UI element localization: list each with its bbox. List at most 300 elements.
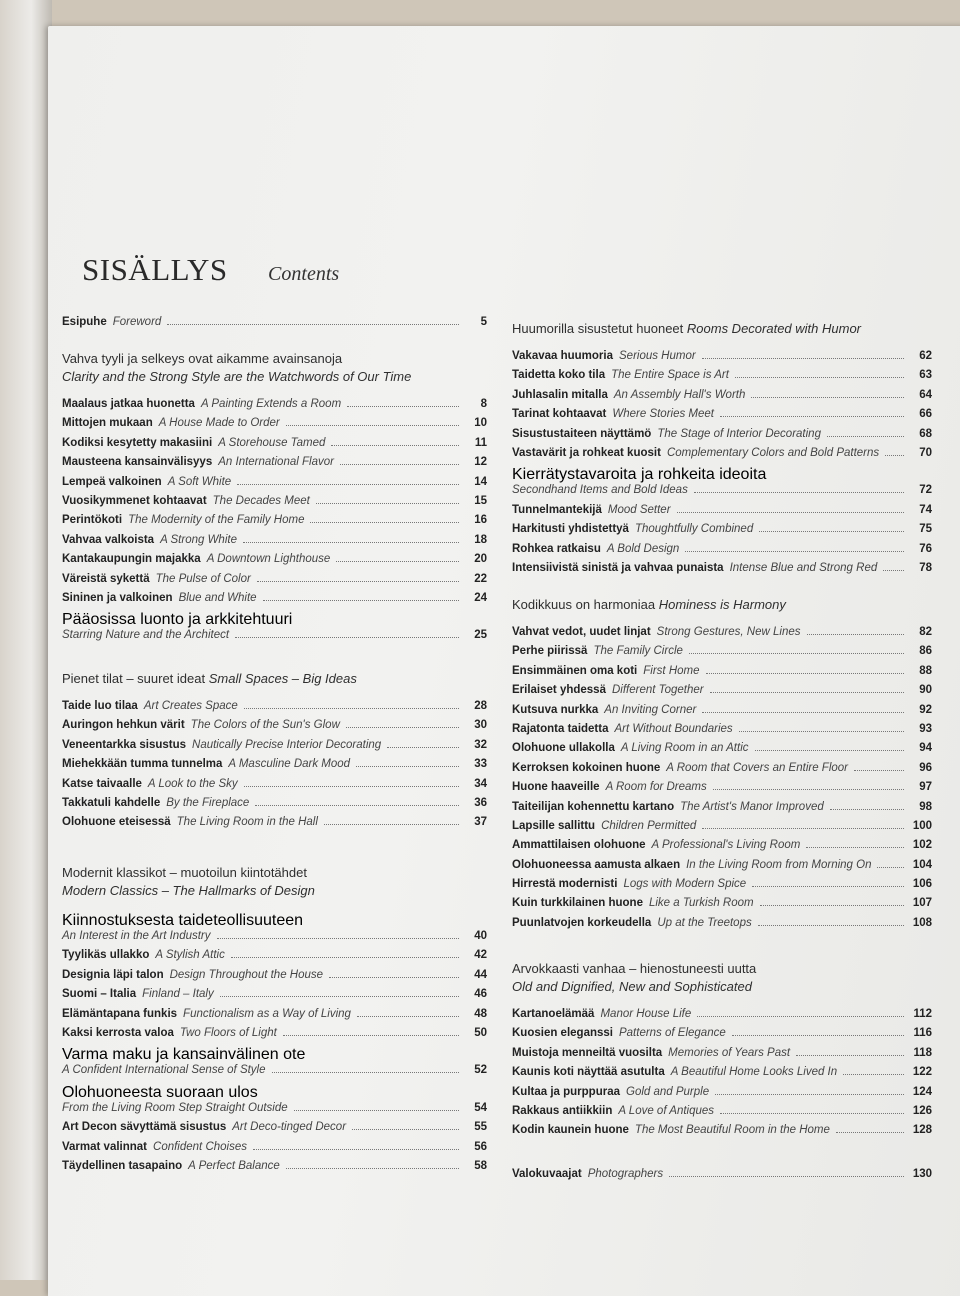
entry-finnish-title: Rakkaus antiikkiin [512,1104,613,1117]
entry-finnish-title: Rajatonta taidetta [512,722,609,735]
entry-english-title: Art Creates Space [143,700,238,712]
page-number: 37 [474,816,487,829]
entry-finnish-title: Perintökoti [62,514,123,527]
entry-line [512,408,932,427]
dot-leader [220,996,459,997]
toc-entry[interactable] [62,1008,487,1027]
page-number: 104 [912,858,932,871]
section-heading [512,960,932,996]
entry-line [62,629,487,648]
entry-english-title: Confident Choises [153,1140,247,1153]
page-number: 108 [912,916,932,929]
entry-english-title: First Home [643,664,700,677]
entry-line [62,534,487,553]
entry-line [512,428,932,447]
entry-finnish-title: Maalaus jatkaa huonetta [62,398,195,410]
dot-leader [883,570,904,571]
toc-entry[interactable] [512,523,932,542]
toc-entry[interactable] [62,1160,487,1179]
entry-finnish-title: Kultaa ja purppuraa [512,1085,620,1098]
toc-entry[interactable] [62,476,487,495]
dot-leader [255,805,459,806]
page-number: 62 [919,350,932,362]
toc-entry[interactable] [62,816,487,835]
page-number: 78 [919,561,932,574]
entry-line [512,645,932,664]
page-number: 124 [912,1085,932,1098]
page-number: 126 [912,1104,932,1117]
toc-entry[interactable] [62,739,487,758]
entry-finnish-title: Mausteena kansainvälisyys [62,456,213,469]
dot-leader [316,503,459,504]
page-number: 5 [480,316,487,328]
toc-entry[interactable] [512,504,932,523]
entry-line [62,1102,487,1121]
page-number: 96 [919,761,932,774]
page-number: 74 [919,503,932,516]
entry-finnish-title: Perhe piirissä [512,645,588,658]
toc-entry[interactable] [512,1066,932,1085]
entry-english-title: A House Made to Order [158,417,280,430]
dot-leader [735,377,904,378]
toc-entry[interactable] [512,447,932,466]
page-number: 30 [474,719,487,732]
page-number: 64 [919,388,932,401]
entry-finnish-title: Vahvat vedot, uudet linjat [512,626,651,638]
page-number: 52 [474,1064,487,1077]
dot-leader [752,886,904,887]
entry-line [62,758,487,777]
section-heading [62,350,487,386]
entry-line [512,801,932,820]
entry-line [62,988,487,1007]
entry-list [512,1168,932,1187]
toc-entry[interactable] [512,369,932,388]
dot-leader [732,1035,904,1036]
dot-leader [357,1016,459,1017]
page-number: 55 [474,1121,487,1134]
dot-leader [877,867,904,868]
entry-line [512,742,932,761]
toc-entry[interactable] [512,1124,932,1143]
dot-leader [257,581,459,582]
page-number: 28 [474,700,487,712]
toc-section [512,596,932,936]
entry-line [62,1141,487,1160]
entry-english-title: The Decades Meet [212,494,310,507]
section-heading-english: Hominess is Harmony [658,597,786,612]
dot-leader [806,847,904,848]
toc-entry[interactable] [512,543,932,562]
page-number: 92 [919,703,932,716]
dot-leader [702,358,904,359]
entry-finnish-title: Tarinat kohtaavat [512,408,607,421]
toc-entry[interactable] [512,389,932,408]
entry-line [62,949,487,968]
entry-line [512,820,932,839]
toc-entry[interactable] [512,350,932,369]
entry-line [512,897,932,916]
entry-english-title: Where Stories Meet [612,408,714,421]
entry-list [512,350,932,581]
toc-entry[interactable] [512,562,932,581]
entry-finnish-title: Kerroksen kokoinen huone [512,761,661,774]
entry-line [62,417,487,436]
toc-entry[interactable] [62,1046,487,1083]
entry-finnish-title: Kodiksi kesytetty makasiini [62,436,213,449]
page-number: 34 [474,777,487,790]
dot-leader [702,712,904,713]
section-heading-finnish: Huumorilla sisustetut huoneet [512,321,684,336]
toc-entry[interactable] [62,778,487,797]
page-number: 33 [474,758,487,771]
entry-english-title: Art Without Boundaries [614,722,733,735]
entry-english-title: A Living Room in an Attic [620,742,749,755]
page-number: 10 [474,417,487,430]
dot-leader [231,957,459,958]
entry-line [512,781,932,800]
entry-finnish-title: Kartanoelämää [512,1008,595,1020]
entry-english-title: A Look to the Sky [147,777,238,790]
entry-finnish-title: Pääosissa luonto ja arkkitehtuuri [62,611,293,629]
entry-finnish-title: Designia läpi talon [62,968,164,981]
page-number: 11 [474,436,487,449]
dot-leader [329,977,459,978]
page-number: 98 [919,800,932,813]
entry-finnish-title: Juhlasalin mitalla [512,388,608,401]
dot-leader [336,561,459,562]
dot-leader [677,512,904,513]
page-number: 118 [913,1046,932,1059]
toc-entry[interactable] [512,878,932,897]
entry-finnish-title: Kutsuva nurkka [512,703,599,716]
entry-line [512,917,932,936]
entry-finnish-title: Takkatuli kahdelle [62,796,161,809]
dot-leader [827,436,904,437]
page-number: 44 [474,968,487,981]
entry-line [512,1047,932,1066]
entry-line [512,1105,932,1124]
entry-finnish-title: Olohuoneessa aamusta alkaen [512,858,681,871]
entry-line [512,878,932,897]
toc-entry[interactable] [512,1105,932,1124]
toc-entry[interactable] [62,437,487,456]
toc-entry[interactable] [512,1027,932,1046]
entry-english-title: A Strong White [160,533,237,546]
entry-finnish-title: Rohkea ratkaisu [512,542,601,555]
entry-line [512,839,932,858]
entry-english-title: A Perfect Balance [188,1159,280,1172]
toc-entry[interactable] [512,466,932,503]
page-number: 63 [919,369,932,382]
toc-entry[interactable] [512,704,932,723]
entry-finnish-title: Sisustustaiteen näyttämö [512,427,652,440]
section-heading [62,864,487,900]
dot-leader [836,1132,904,1133]
toc-entry[interactable] [62,514,487,533]
entry-english-title: The Artist's Manor Improved [680,800,824,813]
entry-list [512,626,932,936]
dot-leader [706,673,905,674]
entry-finnish-title: Taiteilijan kohennettu kartano [512,800,675,813]
toc-entry[interactable] [512,859,932,878]
page-title [82,252,339,288]
page-number: 46 [474,988,487,1001]
toc-entry[interactable] [512,742,932,761]
page-number: 48 [474,1007,487,1020]
entry-line [512,684,932,703]
toc-entry[interactable] [62,700,487,719]
page-number: 102 [912,839,932,852]
entry-finnish-title: Tyylikäs ullakko [62,949,150,962]
page-number: 12 [474,456,487,469]
page-number: 107 [912,897,932,910]
entry-english-title: Nautically Precise Interior Decorating [192,738,382,751]
entry-finnish-title: Harkitusti yhdistettyä [512,523,629,536]
page-number: 122 [912,1066,932,1079]
entry-english-title: A Soft White [167,475,232,488]
entry-finnish-title: Kodin kaunein huone [512,1124,629,1137]
page-number: 42 [474,949,487,962]
toc-entry[interactable] [62,417,487,436]
page-number: 40 [474,930,487,942]
toc-entry[interactable] [62,797,487,816]
entry-english-title: Foreword [112,316,162,328]
dot-leader [759,531,904,532]
toc-entry[interactable] [512,684,932,703]
dot-leader [720,416,904,417]
entry-line [62,592,487,611]
entry-english-title: A Painting Extends a Room [200,398,342,410]
entry-english-title: A Stylish Attic [155,949,225,962]
dot-leader [807,634,905,635]
dot-leader [217,938,459,939]
toc-section [512,1168,932,1187]
dot-leader [694,492,904,493]
toc-entry[interactable] [512,781,932,800]
dot-leader [286,1168,459,1169]
entry-line [512,543,932,562]
toc-entry[interactable] [62,949,487,968]
entry-english-title: The Entire Space is Art [611,369,729,382]
entry-line [512,762,932,781]
dot-leader [697,1016,904,1017]
toc-entry[interactable] [62,573,487,592]
entry-english-title: Manor House Life [600,1008,692,1020]
entry-english-title: Serious Humor [619,350,696,362]
page-number: 32 [474,738,487,751]
toc-entry[interactable] [512,408,932,427]
entry-english-title: Finland – Italy [142,988,214,1001]
toc-entry[interactable] [512,1008,932,1027]
dot-leader [263,600,459,601]
entry-finnish-title: Olohuone eteisessä [62,816,171,829]
toc-entry[interactable] [62,495,487,514]
entry-line [512,1027,932,1046]
page-number: 82 [919,626,932,638]
page-number: 94 [919,742,932,755]
entry-finnish-title: Auringon hehkun värit [62,719,185,732]
entry-line [512,626,932,645]
page-number: 24 [474,591,487,604]
entry-list [62,398,487,649]
dot-leader [283,1035,459,1036]
entry-english-title: Memories of Years Past [668,1046,791,1059]
entry-english-title: Blue and White [178,591,257,604]
dot-leader [235,637,459,638]
page-number: 72 [919,484,932,497]
entry-line [62,553,487,572]
toc-entry[interactable] [512,428,932,447]
entry-line [62,778,487,797]
toc-entry[interactable] [512,1047,932,1066]
dot-leader [715,1094,904,1095]
entry-finnish-title: Suomi – Italia [62,988,137,1001]
entry-english-title: An Inviting Corner [604,703,697,716]
entry-finnish-title: Hirrestä modernisti [512,878,618,891]
dot-leader [710,692,904,693]
entry-line [62,316,487,335]
toc-entry[interactable] [62,1141,487,1160]
page-number: 76 [919,542,932,555]
page-number: 18 [474,533,487,546]
entry-finnish-title: Elämäntapana funkis [62,1007,178,1020]
toc-entry[interactable] [62,553,487,572]
toc-entry[interactable] [62,611,487,648]
toc-entry[interactable] [512,665,932,684]
entry-line [512,562,932,581]
toc-entry[interactable] [62,758,487,777]
toc-entry[interactable] [512,839,932,858]
toc-entry[interactable] [512,897,932,916]
entry-finnish-title: Huone haaveille [512,781,600,794]
entry-line [62,514,487,533]
entry-line [512,859,932,878]
toc-entry[interactable] [62,1121,487,1140]
entry-line [512,1066,932,1085]
toc-entry[interactable] [512,723,932,742]
entry-english-title: A Masculine Dark Mood [228,758,351,771]
entry-finnish-title: Olohuone ullakolla [512,742,615,755]
page-number: 90 [919,684,932,697]
entry-english-title: Thoughtfully Combined [634,523,754,536]
entry-finnish-title: Vastavärit ja rohkeat kuosit [512,446,661,459]
toc-entry[interactable] [62,988,487,1007]
entry-list [512,1008,932,1144]
toc-entry[interactable] [62,719,487,738]
entry-line [512,484,932,503]
entry-finnish-title: Art Decon sävyttämä sisustus [62,1121,227,1134]
entry-english-title: An Interest in the Art Industry [62,930,211,942]
dot-leader [885,455,904,456]
entry-line [62,719,487,738]
entry-english-title: A Room for Dreams [605,781,707,794]
dot-leader [253,1149,459,1150]
toc-entry[interactable] [62,592,487,611]
entry-english-title: Different Together [611,684,704,697]
dot-leader [685,551,904,552]
entry-line [512,665,932,684]
entry-finnish-title: Olohuoneesta suoraan ulos [62,1083,258,1101]
entry-line [512,447,932,466]
toc-entry[interactable] [512,1168,932,1187]
toc-entry[interactable] [62,456,487,475]
entry-list [62,316,487,335]
entry-finnish-title: Valokuvaajat [512,1168,582,1180]
toc-entry[interactable] [62,912,487,949]
page-number: 88 [919,664,932,677]
entry-english-title: Up at the Treetops [657,916,752,929]
toc-entry[interactable] [62,969,487,988]
toc-entry[interactable] [512,1086,932,1105]
dot-leader [331,445,459,446]
entry-english-title: A Room that Covers an Entire Floor [666,761,848,774]
dot-leader [294,1110,459,1111]
toc-entry[interactable] [62,1027,487,1046]
entry-finnish-title: Esipuhe [62,316,107,328]
title-english: Contents [268,263,340,285]
section-heading-finnish: Vahva tyyli ja selkeys ovat aikamme avainsanoja [62,351,343,366]
entry-english-title: Logs with Modern Spice [623,878,747,891]
entry-line [62,739,487,758]
dot-leader [167,324,459,325]
dot-leader [751,397,904,398]
entry-english-title: Two Floors of Light [179,1026,277,1039]
entry-finnish-title: Puunlatvojen korkeudella [512,916,652,929]
toc-entry[interactable] [512,762,932,781]
page-number: 36 [474,796,487,809]
page-number: 86 [919,645,932,658]
entry-english-title: Functionalism as a Way of Living [183,1007,351,1020]
toc-entry[interactable] [62,398,487,417]
page-number: 58 [474,1159,487,1172]
toc-entry[interactable] [512,645,932,664]
section-heading-finnish: Pienet tilat – suuret ideat [62,671,206,686]
toc-entry[interactable] [512,917,932,936]
entry-finnish-title: Miehekkään tumma tunnelma [62,758,223,771]
toc-entry[interactable] [62,534,487,553]
entry-line [512,523,932,542]
entry-line [62,437,487,456]
entry-english-title: A Beautiful Home Looks Lived In [670,1066,838,1079]
entry-english-title: Intense Blue and Strong Red [729,561,878,574]
entry-english-title: The Pulse of Color [155,572,251,585]
entry-line [512,1168,932,1187]
entry-finnish-title: Veneentarkka sisustus [62,738,187,751]
entry-english-title: Mood Setter [607,503,671,516]
toc-entry[interactable] [512,820,932,839]
dot-leader [854,770,904,771]
page-number: 66 [919,408,932,421]
entry-english-title: An International Flavor [218,456,334,469]
toc-section [512,320,932,581]
dot-leader [352,1129,459,1130]
entry-english-title: In the Living Room from Morning On [686,858,872,871]
entry-english-title: A Love of Antiques [618,1104,715,1117]
toc-entry[interactable] [512,626,932,645]
toc-entry[interactable] [62,1084,487,1121]
page-number: 25 [474,629,487,642]
entry-line [62,797,487,816]
entry-english-title: A Bold Design [606,542,680,555]
entry-finnish-title: Vahvaa valkoista [62,533,155,546]
toc-entry[interactable] [62,316,487,335]
toc-entry[interactable] [512,801,932,820]
dot-leader [310,522,459,523]
entry-english-title: Like a Turkish Room [648,897,754,910]
dot-leader [689,653,904,654]
page-number: 20 [474,553,487,566]
